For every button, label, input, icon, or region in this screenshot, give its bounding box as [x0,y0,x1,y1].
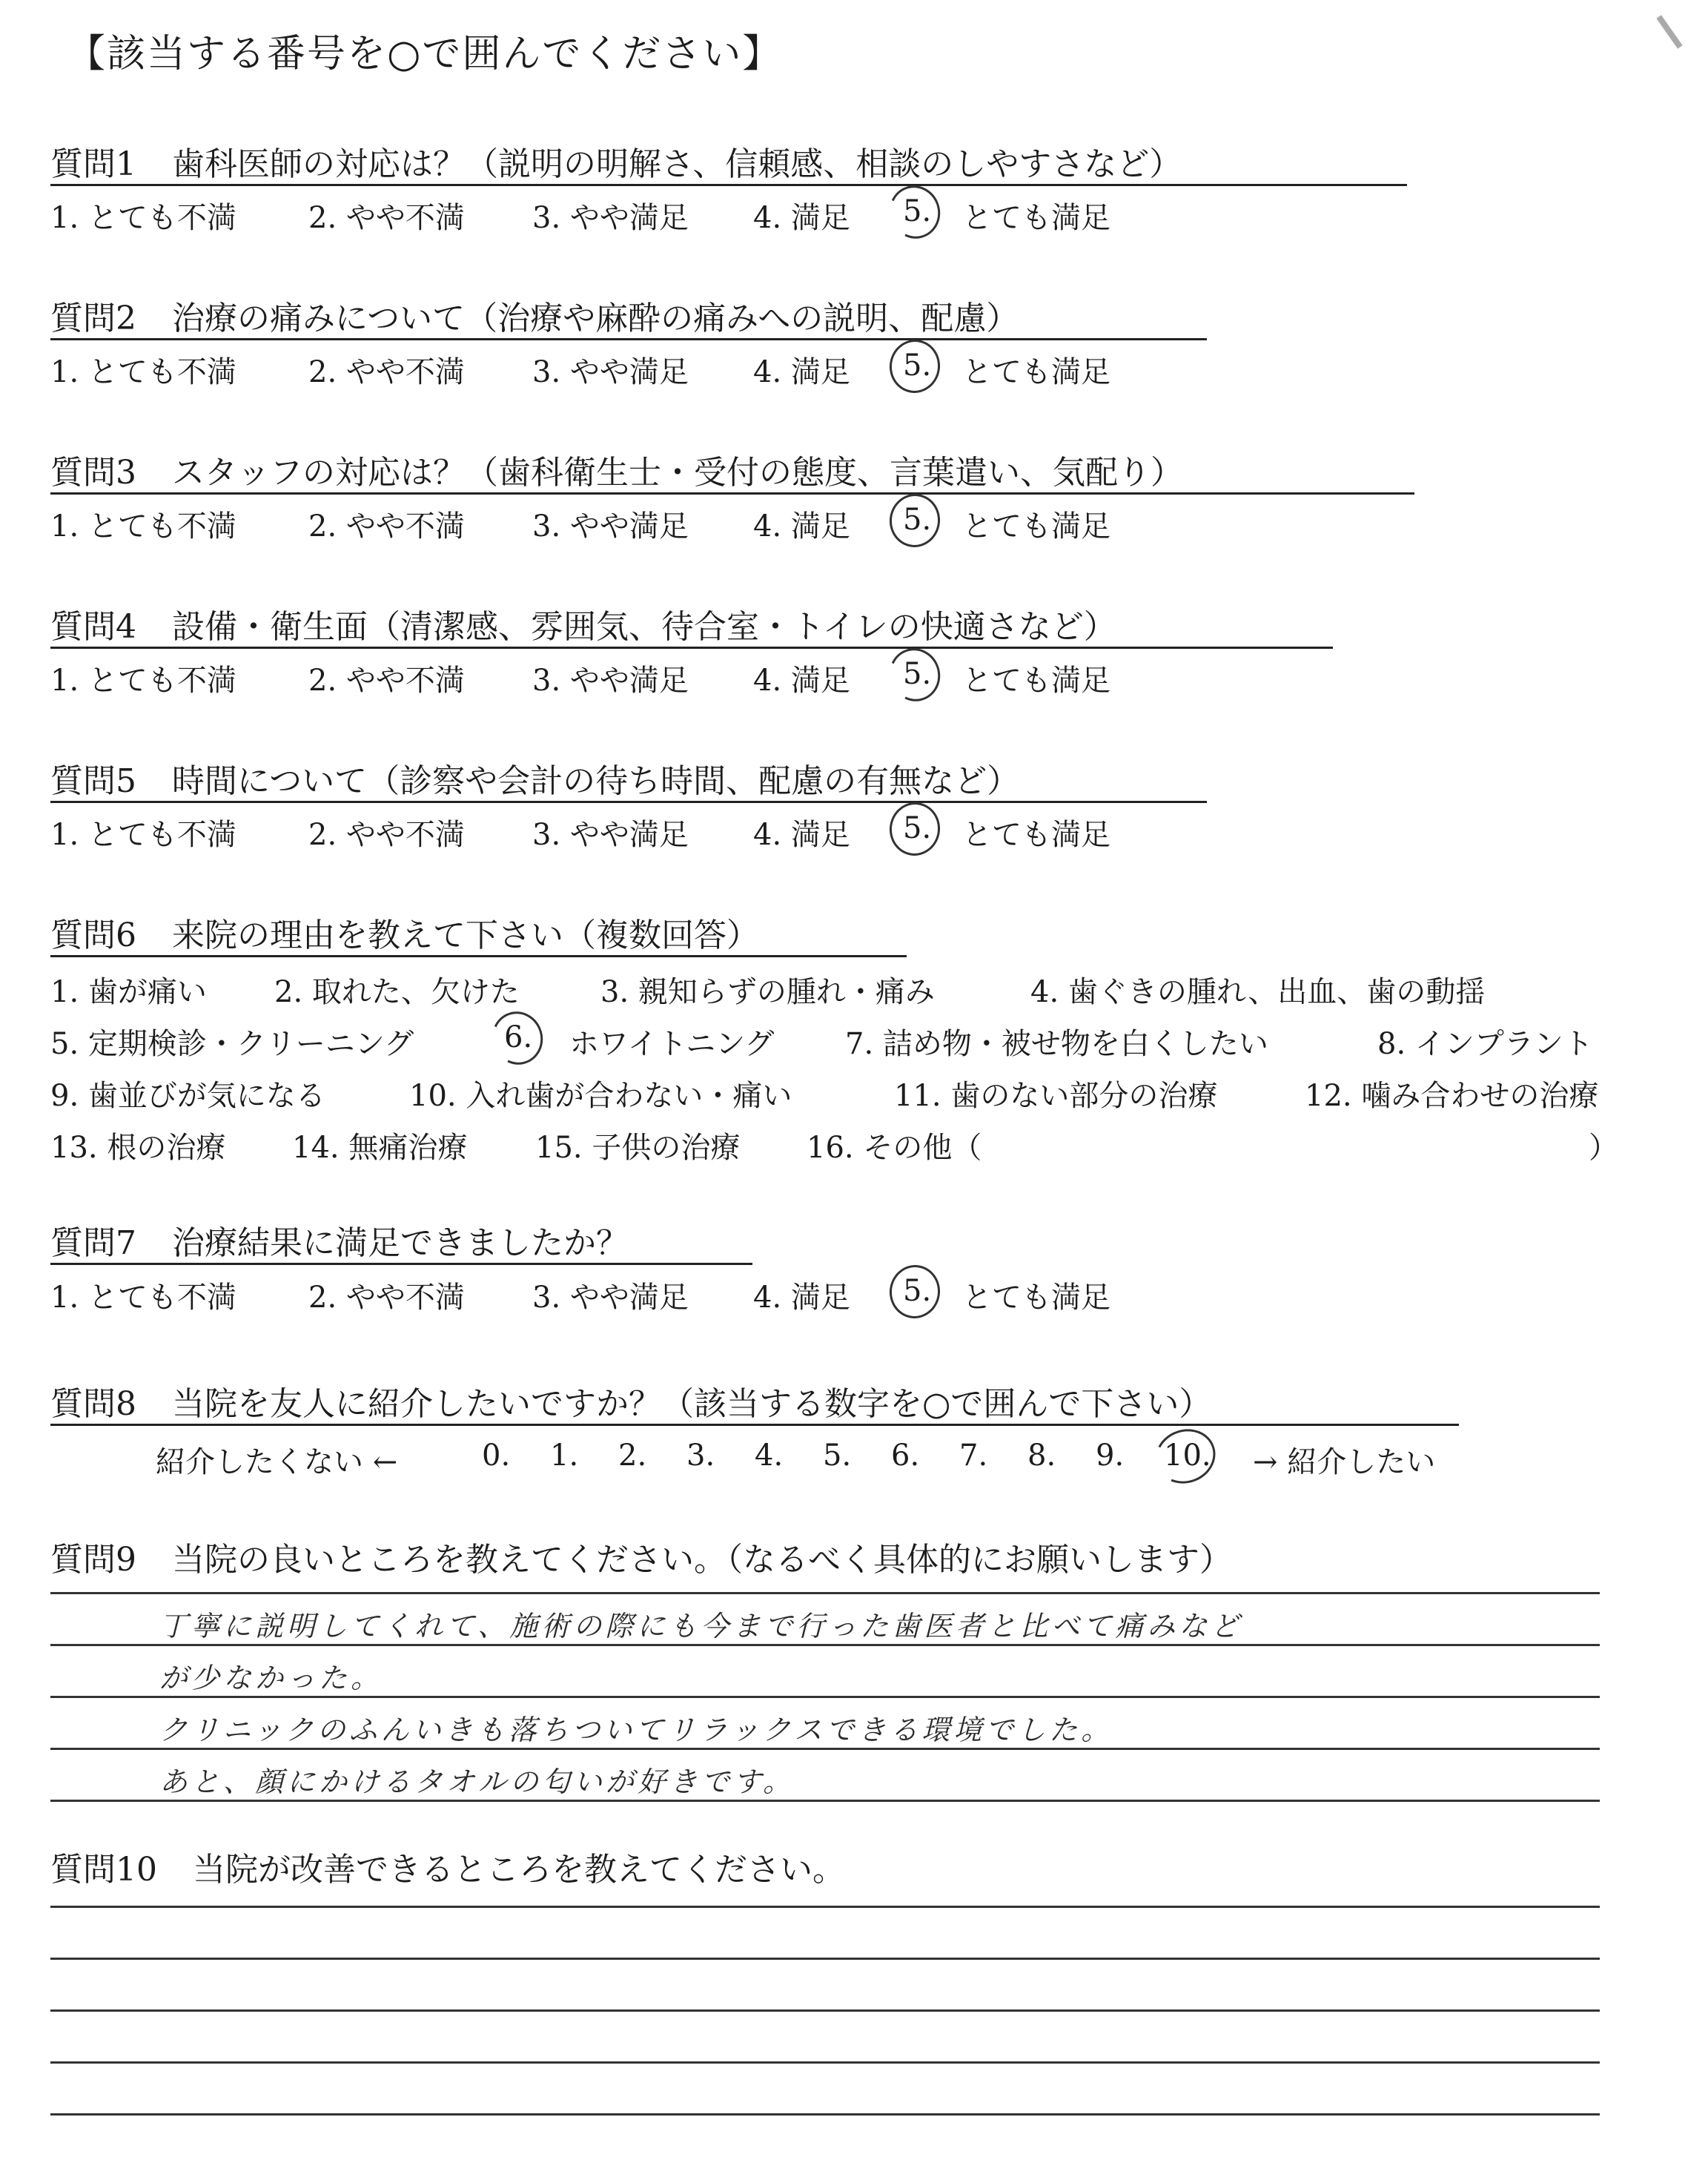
option-5[interactable]: 5. [903,811,932,845]
option-16-close: ） [1589,1131,1618,1165]
option-3[interactable]: 3. やや満足 [532,201,689,235]
question-3-title [50,446,1183,493]
answer-rule[interactable] [50,1906,1600,1908]
option-1[interactable]: 1. とても不満 [50,509,236,544]
option-6[interactable]: 6. [504,1020,533,1054]
option-2[interactable]: 2. やや不満 [308,664,465,698]
option-1[interactable]: 1. とても不満 [50,355,236,389]
option-14[interactable]: 14. 無痛治療 [292,1131,468,1165]
question-number: 質問5 [50,762,136,800]
selection-circle [886,337,943,397]
scale-1[interactable]: 1. [550,1439,579,1473]
scale-2[interactable]: 2. [618,1439,647,1473]
page-heading: 【該当する番号を○で囲んでください】 [67,32,783,76]
question-underline [50,1424,1459,1426]
answer-rule [50,1800,1600,1802]
answer-rule [50,1644,1600,1646]
question-text: 治療の痛みについて（治療や麻酔の痛みへの説明、配慮） [172,300,1019,337]
option-13[interactable]: 13. 根の治療 [50,1131,226,1165]
question-number: 質問7 [50,1224,136,1262]
option-4[interactable]: 4. 満足 [753,201,850,235]
option-3[interactable]: 3. やや満足 [532,818,689,852]
option-5-label: とても満足 [962,1281,1110,1315]
question-8-title [50,1377,1211,1424]
answer-rule[interactable] [50,2009,1600,2012]
scale-6[interactable]: 6. [891,1439,920,1473]
option-1[interactable]: 1. とても不満 [50,818,236,852]
scale-7[interactable]: 7. [959,1439,988,1473]
question-underline [50,801,1207,803]
option-5-label: とても満足 [962,355,1110,389]
handwritten-answer-line: が少なかった。 [159,1662,383,1694]
option-7[interactable]: 7. 詰め物・被せ物を白くしたい [845,1027,1268,1061]
answer-rule [50,1592,1600,1594]
scale-8[interactable]: 8. [1027,1439,1056,1473]
option-3[interactable]: 3. 親知らずの腫れ・痛み [600,975,935,1009]
question-number: 質問3 [50,454,136,492]
option-4[interactable]: 4. 満足 [753,355,850,389]
handwritten-answer-line: クリニックのふんいきも落ちついてリラックスできる環境でした。 [159,1714,1113,1746]
handwritten-answer-line: 丁寧に説明してくれて、施術の際にも今まで行った歯医者と比べて痛みなど [159,1610,1243,1642]
question-underline [50,492,1414,495]
option-3[interactable]: 3. やや満足 [532,355,689,389]
option-5[interactable]: 5. [903,194,932,228]
option-5[interactable]: 5. [903,657,932,691]
option-4[interactable]: 4. 満足 [753,509,850,544]
option-1[interactable]: 1. 歯が痛い [50,975,207,1009]
option-4[interactable]: 4. 満足 [753,664,850,698]
answer-rule[interactable] [50,2113,1600,2116]
option-12[interactable]: 12. 噛み合わせの治療 [1305,1079,1599,1113]
option-1[interactable]: 1. とても不満 [50,664,236,698]
option-10[interactable]: 10. 入れ歯が合わない・痛い [409,1079,792,1113]
question-text: スタッフの対応は？（歯科衛生士・受付の態度、言葉遣い、気配り） [172,454,1183,492]
question-number: 質問8 [50,1385,136,1423]
answer-rule [50,1748,1600,1750]
question-text: 設備・衛生面（清潔感、雰囲気、待合室・トイレの快適さなど） [172,608,1116,646]
option-3[interactable]: 3. やや満足 [532,509,689,544]
option-2[interactable]: 2. やや不満 [308,818,465,852]
question-underline [50,184,1407,186]
option-9[interactable]: 9. 歯並びが気になる [50,1079,325,1113]
option-5-label: とても満足 [962,664,1110,698]
selection-circle [882,179,948,246]
option-2[interactable]: 2. やや不満 [308,201,465,235]
option-2[interactable]: 2. やや不満 [308,355,465,389]
scale-right-label: → 紹介したい [1253,1445,1436,1479]
option-4[interactable]: 4. 満足 [753,1281,850,1315]
option-6-label: ホワイトニング [569,1027,775,1061]
question-text: 当院を友人に紹介したいですか？（該当する数字を○で囲んで下さい） [172,1385,1212,1423]
option-4[interactable]: 4. 歯ぐきの腫れ、出血、歯の動揺 [1030,975,1486,1009]
selection-circle [886,799,943,859]
option-4[interactable]: 4. 満足 [753,818,850,852]
option-15[interactable]: 15. 子供の治療 [535,1131,741,1165]
question-4-title [50,600,1116,647]
question-text: 当院が改善できるところを教えてください。 [193,1851,845,1889]
selection-circle [485,1005,551,1072]
option-16[interactable]: 16. その他（ [807,1131,982,1165]
option-1[interactable]: 1. とても不満 [50,201,236,235]
scan-mark [1656,15,1682,49]
question-text: 治療結果に満足できましたか？ [172,1224,629,1262]
question-text: 歯科医師の対応は？（説明の明解さ、信頼感、相談のしやすさなど） [172,145,1182,183]
option-5[interactable]: 5. [903,503,932,537]
question-number: 質問4 [50,608,136,646]
answer-rule[interactable] [50,1958,1600,1960]
option-3[interactable]: 3. やや満足 [532,664,689,698]
option-5[interactable]: 5. [903,349,932,383]
option-5[interactable]: 5. [903,1274,932,1308]
question-1-title [50,137,1182,185]
question-number: 質問9 [50,1541,136,1579]
question-number: 質問1 [50,145,136,183]
question-underline [50,647,1333,649]
question-number: 質問10 [50,1851,157,1889]
option-2[interactable]: 2. やや不満 [308,509,465,544]
option-2[interactable]: 2. 取れた、欠けた [274,975,520,1009]
question-text: 当院の良いところを教えてください。（なるべく具体的にお願いします） [172,1541,1232,1579]
question-text: 時間について（診察や会計の待ち時間、配慮の有無など） [172,762,1020,800]
handwritten-answer-line: あと、顔にかけるタオルの匂いが好きです。 [159,1766,795,1798]
question-number: 質問2 [50,300,136,337]
option-5-label: とても満足 [962,201,1110,235]
option-3[interactable]: 3. やや満足 [532,1281,689,1315]
scale-left-label: 紹介したくない ← [156,1445,398,1479]
answer-rule[interactable] [50,2061,1600,2064]
question-underline [50,1263,752,1265]
selection-circle [886,491,943,551]
question-underline [50,338,1207,340]
scale-4[interactable]: 4. [755,1439,784,1473]
scale-10[interactable]: 10. [1164,1439,1211,1473]
selection-circle [882,641,948,709]
selection-circle [1148,1421,1223,1492]
option-5[interactable]: 5. 定期検診・クリーニング [50,1027,414,1061]
selection-circle [886,1262,943,1322]
option-5-label: とても満足 [962,818,1110,852]
question-9-title [50,1533,1232,1580]
question-10-title [50,1843,845,1890]
option-8[interactable]: 8. インプラント [1377,1027,1593,1061]
question-text: 来院の理由を教えて下さい（複数回答） [172,916,759,954]
scale-5[interactable]: 5. [823,1439,852,1473]
answer-rule [50,1696,1600,1698]
question-number: 質問6 [50,916,136,954]
question-7-title [50,1216,629,1264]
question-5-title [50,754,1019,802]
scale-9[interactable]: 9. [1096,1439,1125,1473]
option-2[interactable]: 2. やや不満 [308,1281,465,1315]
question-6-title [50,908,759,956]
question-2-title [50,291,1019,339]
option-11[interactable]: 11. 歯のない部分の治療 [894,1079,1218,1113]
question-underline [50,955,907,957]
scale-3[interactable]: 3. [686,1439,715,1473]
scale-0[interactable]: 0. [482,1439,511,1473]
option-5-label: とても満足 [962,509,1110,544]
option-1[interactable]: 1. とても不満 [50,1281,236,1315]
